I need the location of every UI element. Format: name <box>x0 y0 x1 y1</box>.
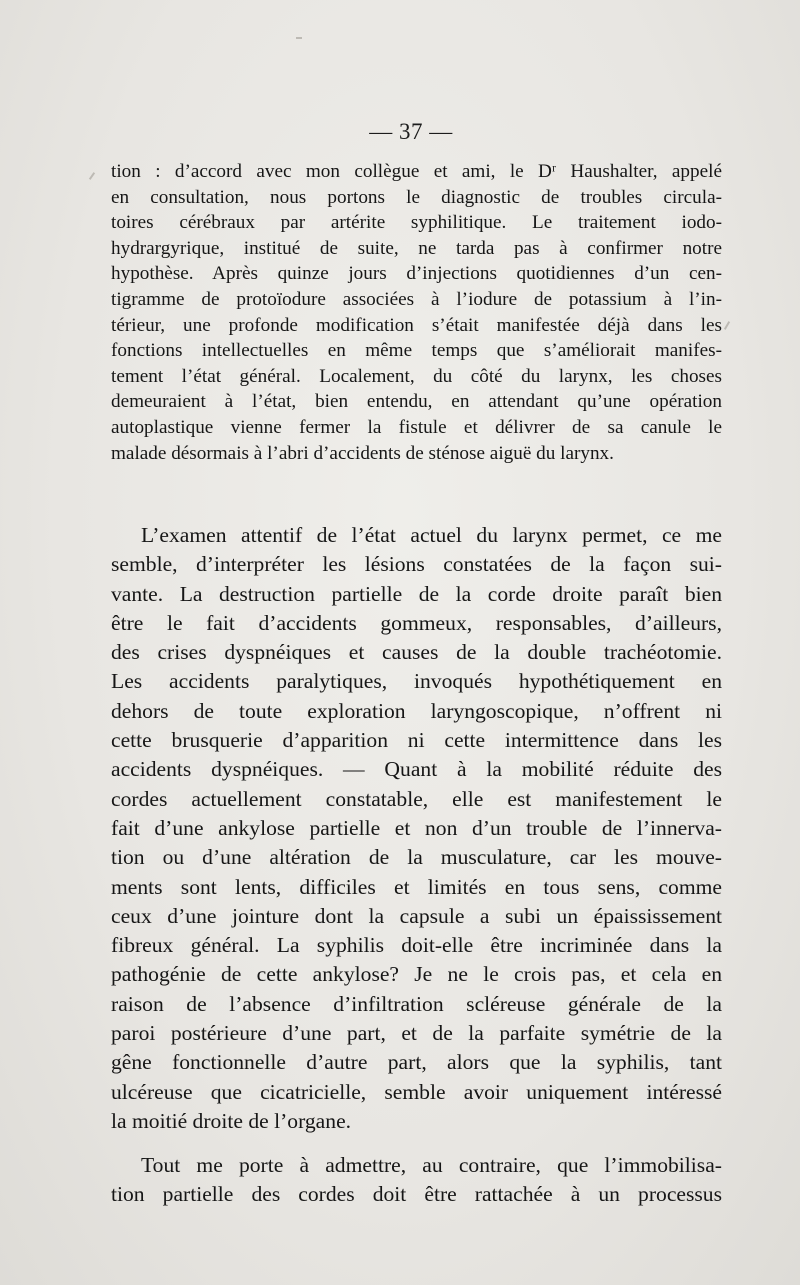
paragraph-conclusion-start <box>111 1151 722 1210</box>
scan-speck <box>89 172 95 180</box>
paragraph-laryngeal-examination <box>111 521 722 1136</box>
text-line: ulcéreuse que cicatricielle, semble avoir uniquement intéressé <box>111 1079 722 1104</box>
text-line: fait d’une ankylose partielle et non d’un trouble de l’innerva- <box>111 815 722 840</box>
text-line: cordes actuellement constatable, elle est manifestement le <box>111 786 722 811</box>
text-line: des crises dyspnéiques et causes de la double trachéotomie. <box>111 640 722 665</box>
text-line: toires cérébraux par artérite syphilitique. Le traitement iodo- <box>111 212 722 234</box>
text-line: Tout me porte à admettre, au contraire, que l’immobilisa- <box>141 1153 722 1177</box>
text-line: paroi postérieure d’une part, et de la parfaite symétrie de la <box>111 1021 722 1046</box>
text-line: pathogénie de cette ankylose? Je ne le crois pas, et cela en <box>111 962 722 987</box>
text-line: hypothèse. Après quinze jours d’injections quotidiennes d’un cen- <box>111 263 722 285</box>
text-line: raison de l’absence d’infiltration scléreuse générale de la <box>111 991 722 1016</box>
text-line: térieur, une profonde modification s’était manifestée déjà dans les <box>111 314 722 336</box>
text-line: cette brusquerie d’apparition ni cette intermittence dans les <box>111 728 722 753</box>
text-line: malade désormais à l’abri d’accidents de sténose aiguë du larynx. <box>111 442 614 464</box>
text-line: hydrargyrique, institué de suite, ne tarda pas à confirmer notre <box>111 237 722 259</box>
text-line: ments sont lents, difficiles et limités en tous sens, comme <box>111 874 722 899</box>
text-line: fibreux général. La syphilis doit-elle être incriminée dans la <box>111 933 722 958</box>
text-line: ceux d’une jointure dont la capsule a subi un épaississement <box>111 903 722 928</box>
scan-speck <box>296 37 302 39</box>
text-line: tigramme de protoïodure associées à l’iodure de potassium à l’in- <box>111 288 722 310</box>
text-line: tion : d’accord avec mon collègue et ami, le Dʳ Haushalter, appelé <box>111 161 722 182</box>
text-line: vante. La destruction partielle de la corde droite paraît bien <box>111 581 722 606</box>
text-line: tement l’état général. Localement, du côté du larynx, les choses <box>111 365 722 387</box>
text-line: être le fait d’accidents gommeux, responsables, d’ailleurs, <box>111 610 722 635</box>
paragraph-small-print <box>111 159 722 466</box>
text-line: L’examen attentif de l’état actuel du larynx permet, ce me <box>141 523 722 547</box>
text-line: Les accidents paralytiques, invoqués hypothétiquement en <box>111 669 722 694</box>
text-line: accidents dyspnéiques. — Quant à la mobilité réduite des <box>111 757 722 782</box>
page-number: — 37 — <box>369 119 453 144</box>
text-line: dehors de toute exploration laryngoscopique, n’offrent ni <box>111 698 722 723</box>
text-line: semble, d’interpréter les lésions constatées de la façon sui- <box>111 552 722 577</box>
text-line: gêne fonctionnelle d’autre part, alors que la syphilis, tant <box>111 1050 722 1075</box>
text-line: autoplastique vienne fermer la fistule et délivrer de sa canule le <box>111 416 722 438</box>
text-line: tion ou d’une altération de la musculature, car les mouve- <box>111 845 722 870</box>
text-line: la moitié droite de l’organe. <box>111 1108 352 1133</box>
scan-speck <box>724 321 730 330</box>
text-line: demeuraient à l’état, bien entendu, en attendant qu’une opération <box>111 391 722 413</box>
text-line: fonctions intellectuelles en même temps que s’améliorait manifes- <box>111 340 722 362</box>
text-line: en consultation, nous portons le diagnostic de troubles circula- <box>111 186 722 208</box>
text-line: tion partielle des cordes doit être rattachée à un processus <box>111 1182 722 1207</box>
